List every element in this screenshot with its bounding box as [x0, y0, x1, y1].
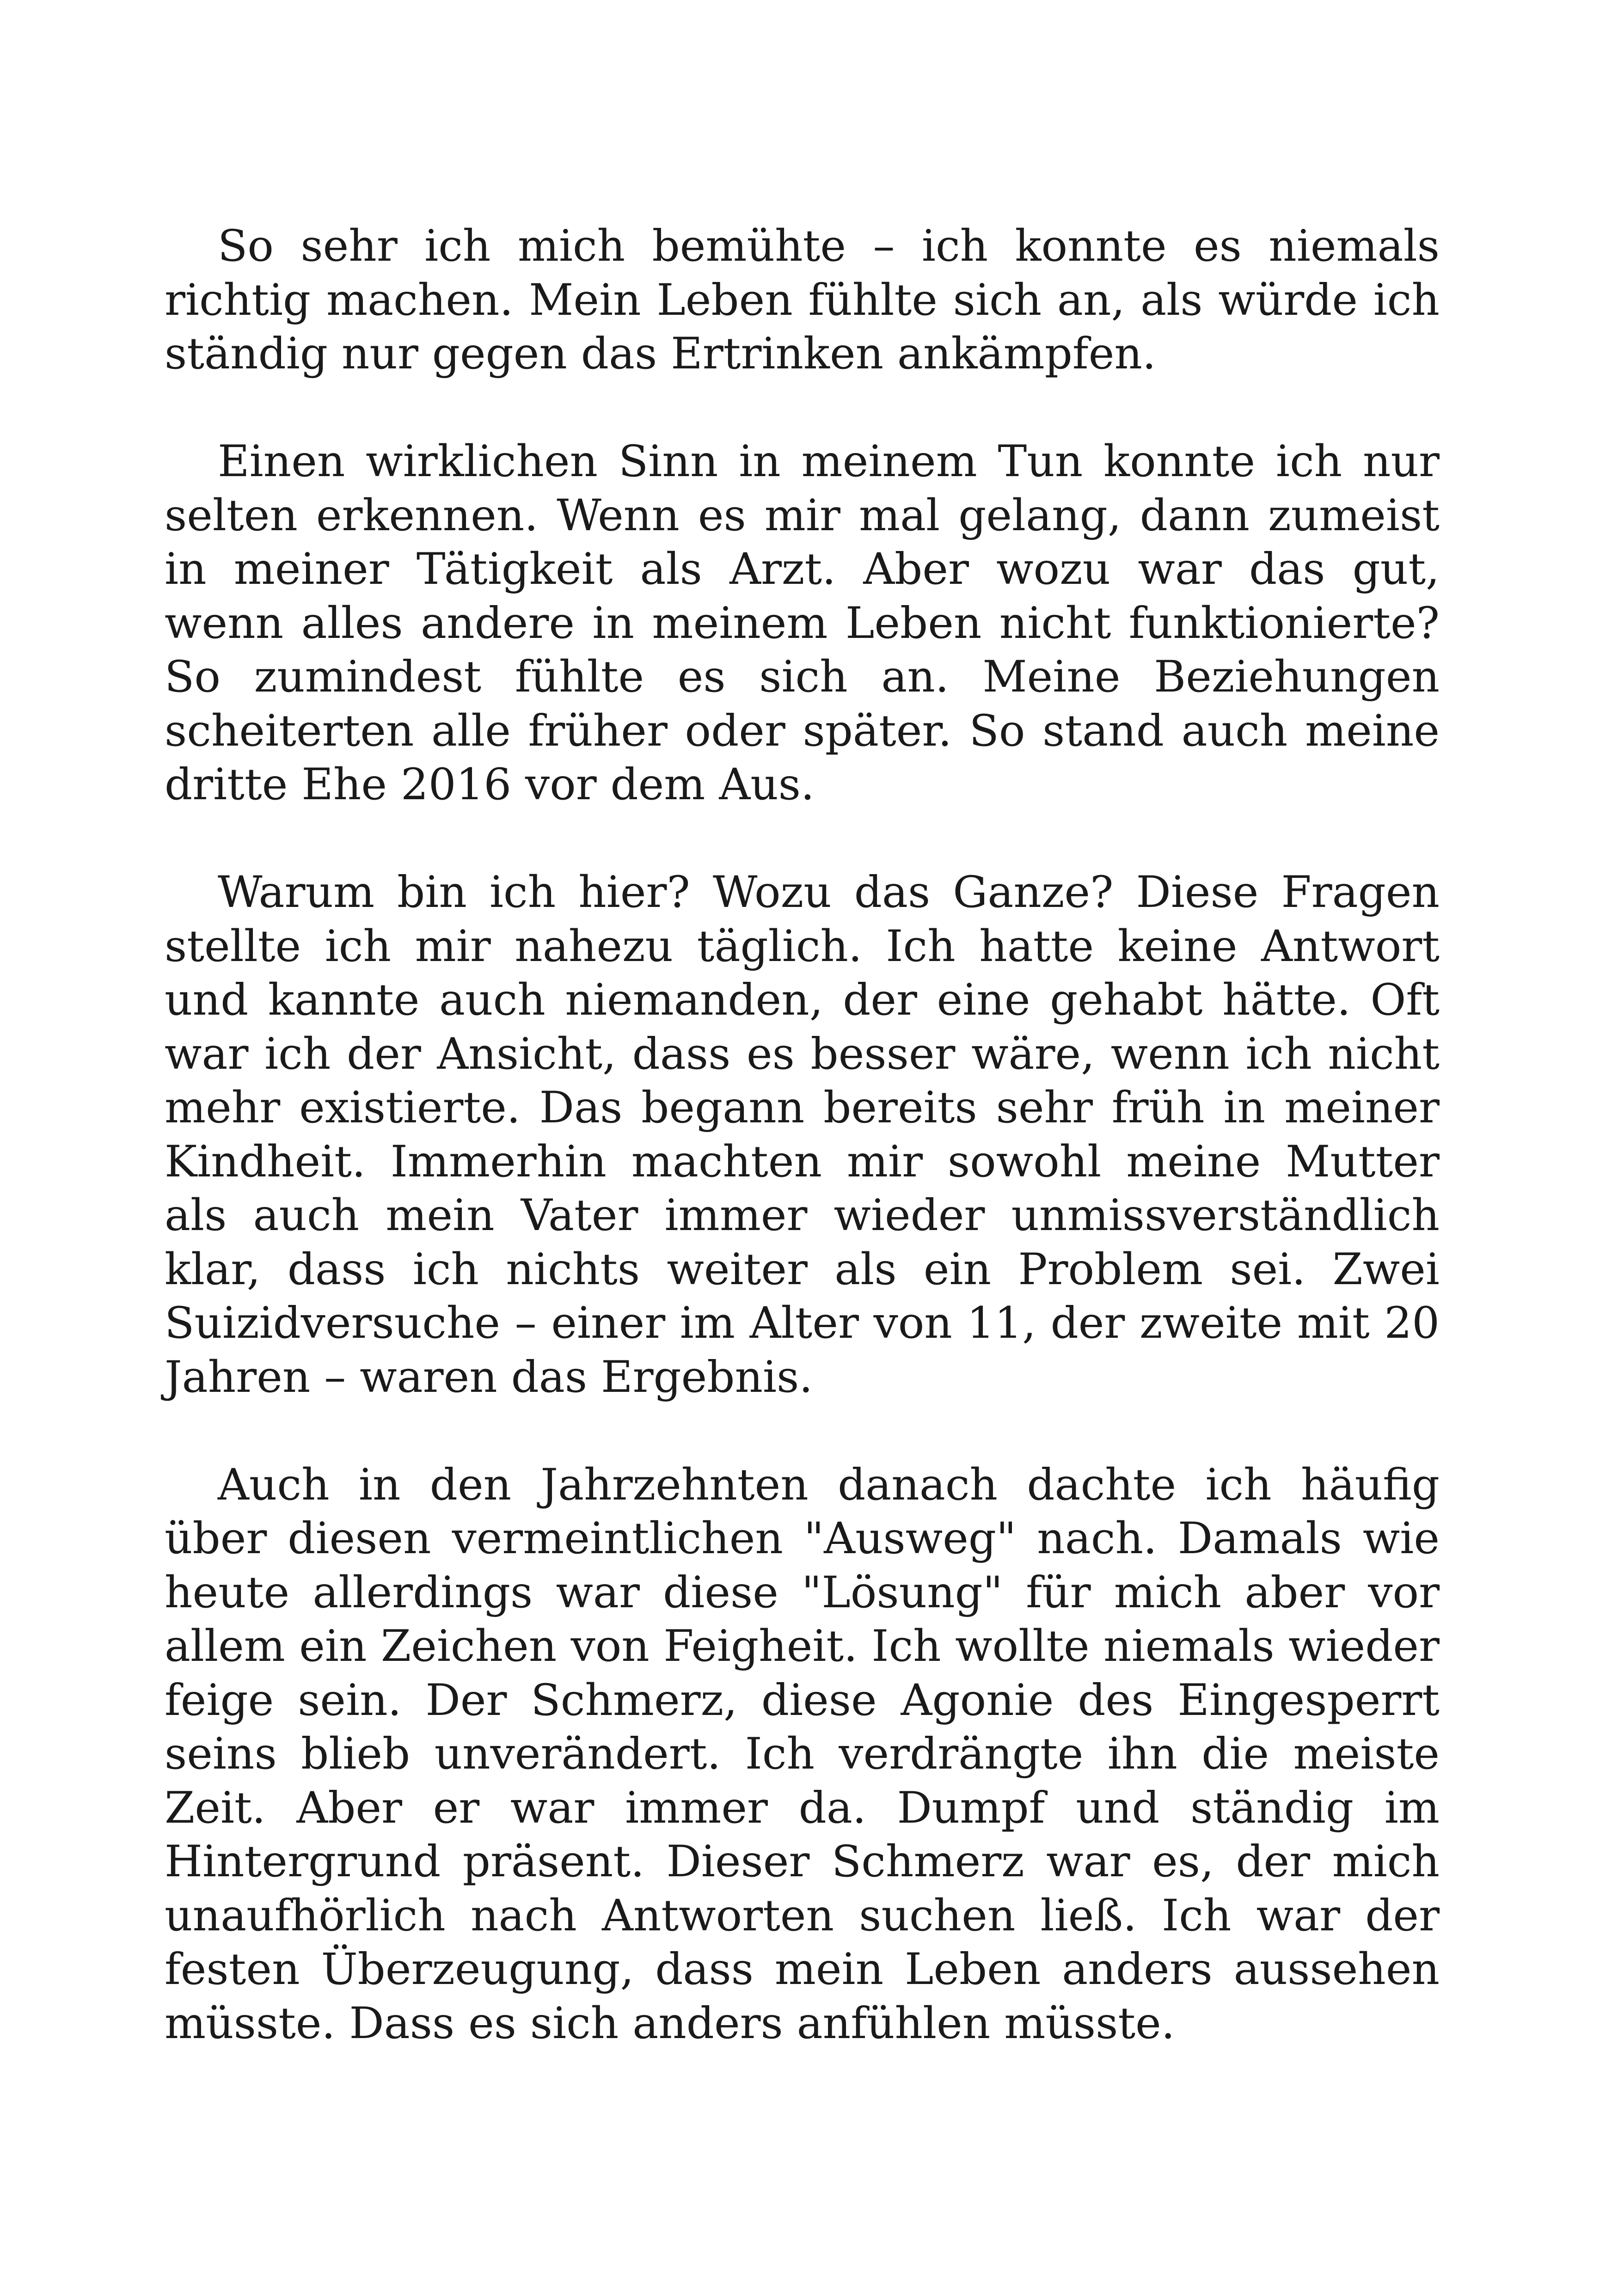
- paragraph-4: Auch in den Jahrzehnten danach dachte ich häufig über diesen vermeintlichen "Ausweg" nach. Damals wie heute allerdings war diese "Lösung" für mich aber vor allem ein Zeichen von Feigheit. Ich wollte niemals wieder feige sein. Der Schmerz, diese Agonie des Eingesperrt seins blieb unverändert. Ich verdrängte ihn die meiste Zeit. Aber er war immer da. Dumpf und ständig im Hintergrund präsent. Dieser Schmerz war es, der mich unaufhörlich nach Antworten suchen ließ. Ich war der festen Überzeugung, dass mein Leben anders aussehen müsste. Dass es sich anders anfühlen müsste.: [165, 1459, 1440, 2049]
- paragraph-1: So sehr ich mich bemühte – ich konnte es niemals richtig machen. Mein Leben fühlte sich an, als würde ich ständig nur gegen das Ertrinken ankämpfen.: [165, 221, 1440, 379]
- paragraph-2: Einen wirklichen Sinn in meinem Tun konnte ich nur selten erkennen. Wenn es mir mal gelang, dann zumeist in meiner Tätigkeit als Arzt. Aber wozu war das gut, wenn alles andere in meinem Leben nicht funktionierte? So zumindest fühlte es sich an. Meine Beziehungen scheiterten alle früher oder später. So stand auch meine dritte Ehe 2016 vor dem Aus.: [165, 436, 1440, 810]
- page-text-body: [165, 220, 1440, 2051]
- paragraph-3: Warum bin ich hier? Wozu das Ganze? Diese Fragen stellte ich mir nahezu täglich. Ich hatte keine Antwort und kannte auch niemanden, der eine gehabt hätte. Oft war ich der Ansicht, dass es besser wäre, wenn ich nicht mehr existierte. Das begann bereits sehr früh in meiner Kindheit. Immerhin machten mir sowohl meine Mutter als auch mein Vater immer wieder unmissverständlich klar, dass ich nichts weiter als ein Problem sei. Zwei Suizidversuche – einer im Alter von 11, der zweite mit 20 Jahren – waren das Ergebnis.: [165, 867, 1440, 1402]
